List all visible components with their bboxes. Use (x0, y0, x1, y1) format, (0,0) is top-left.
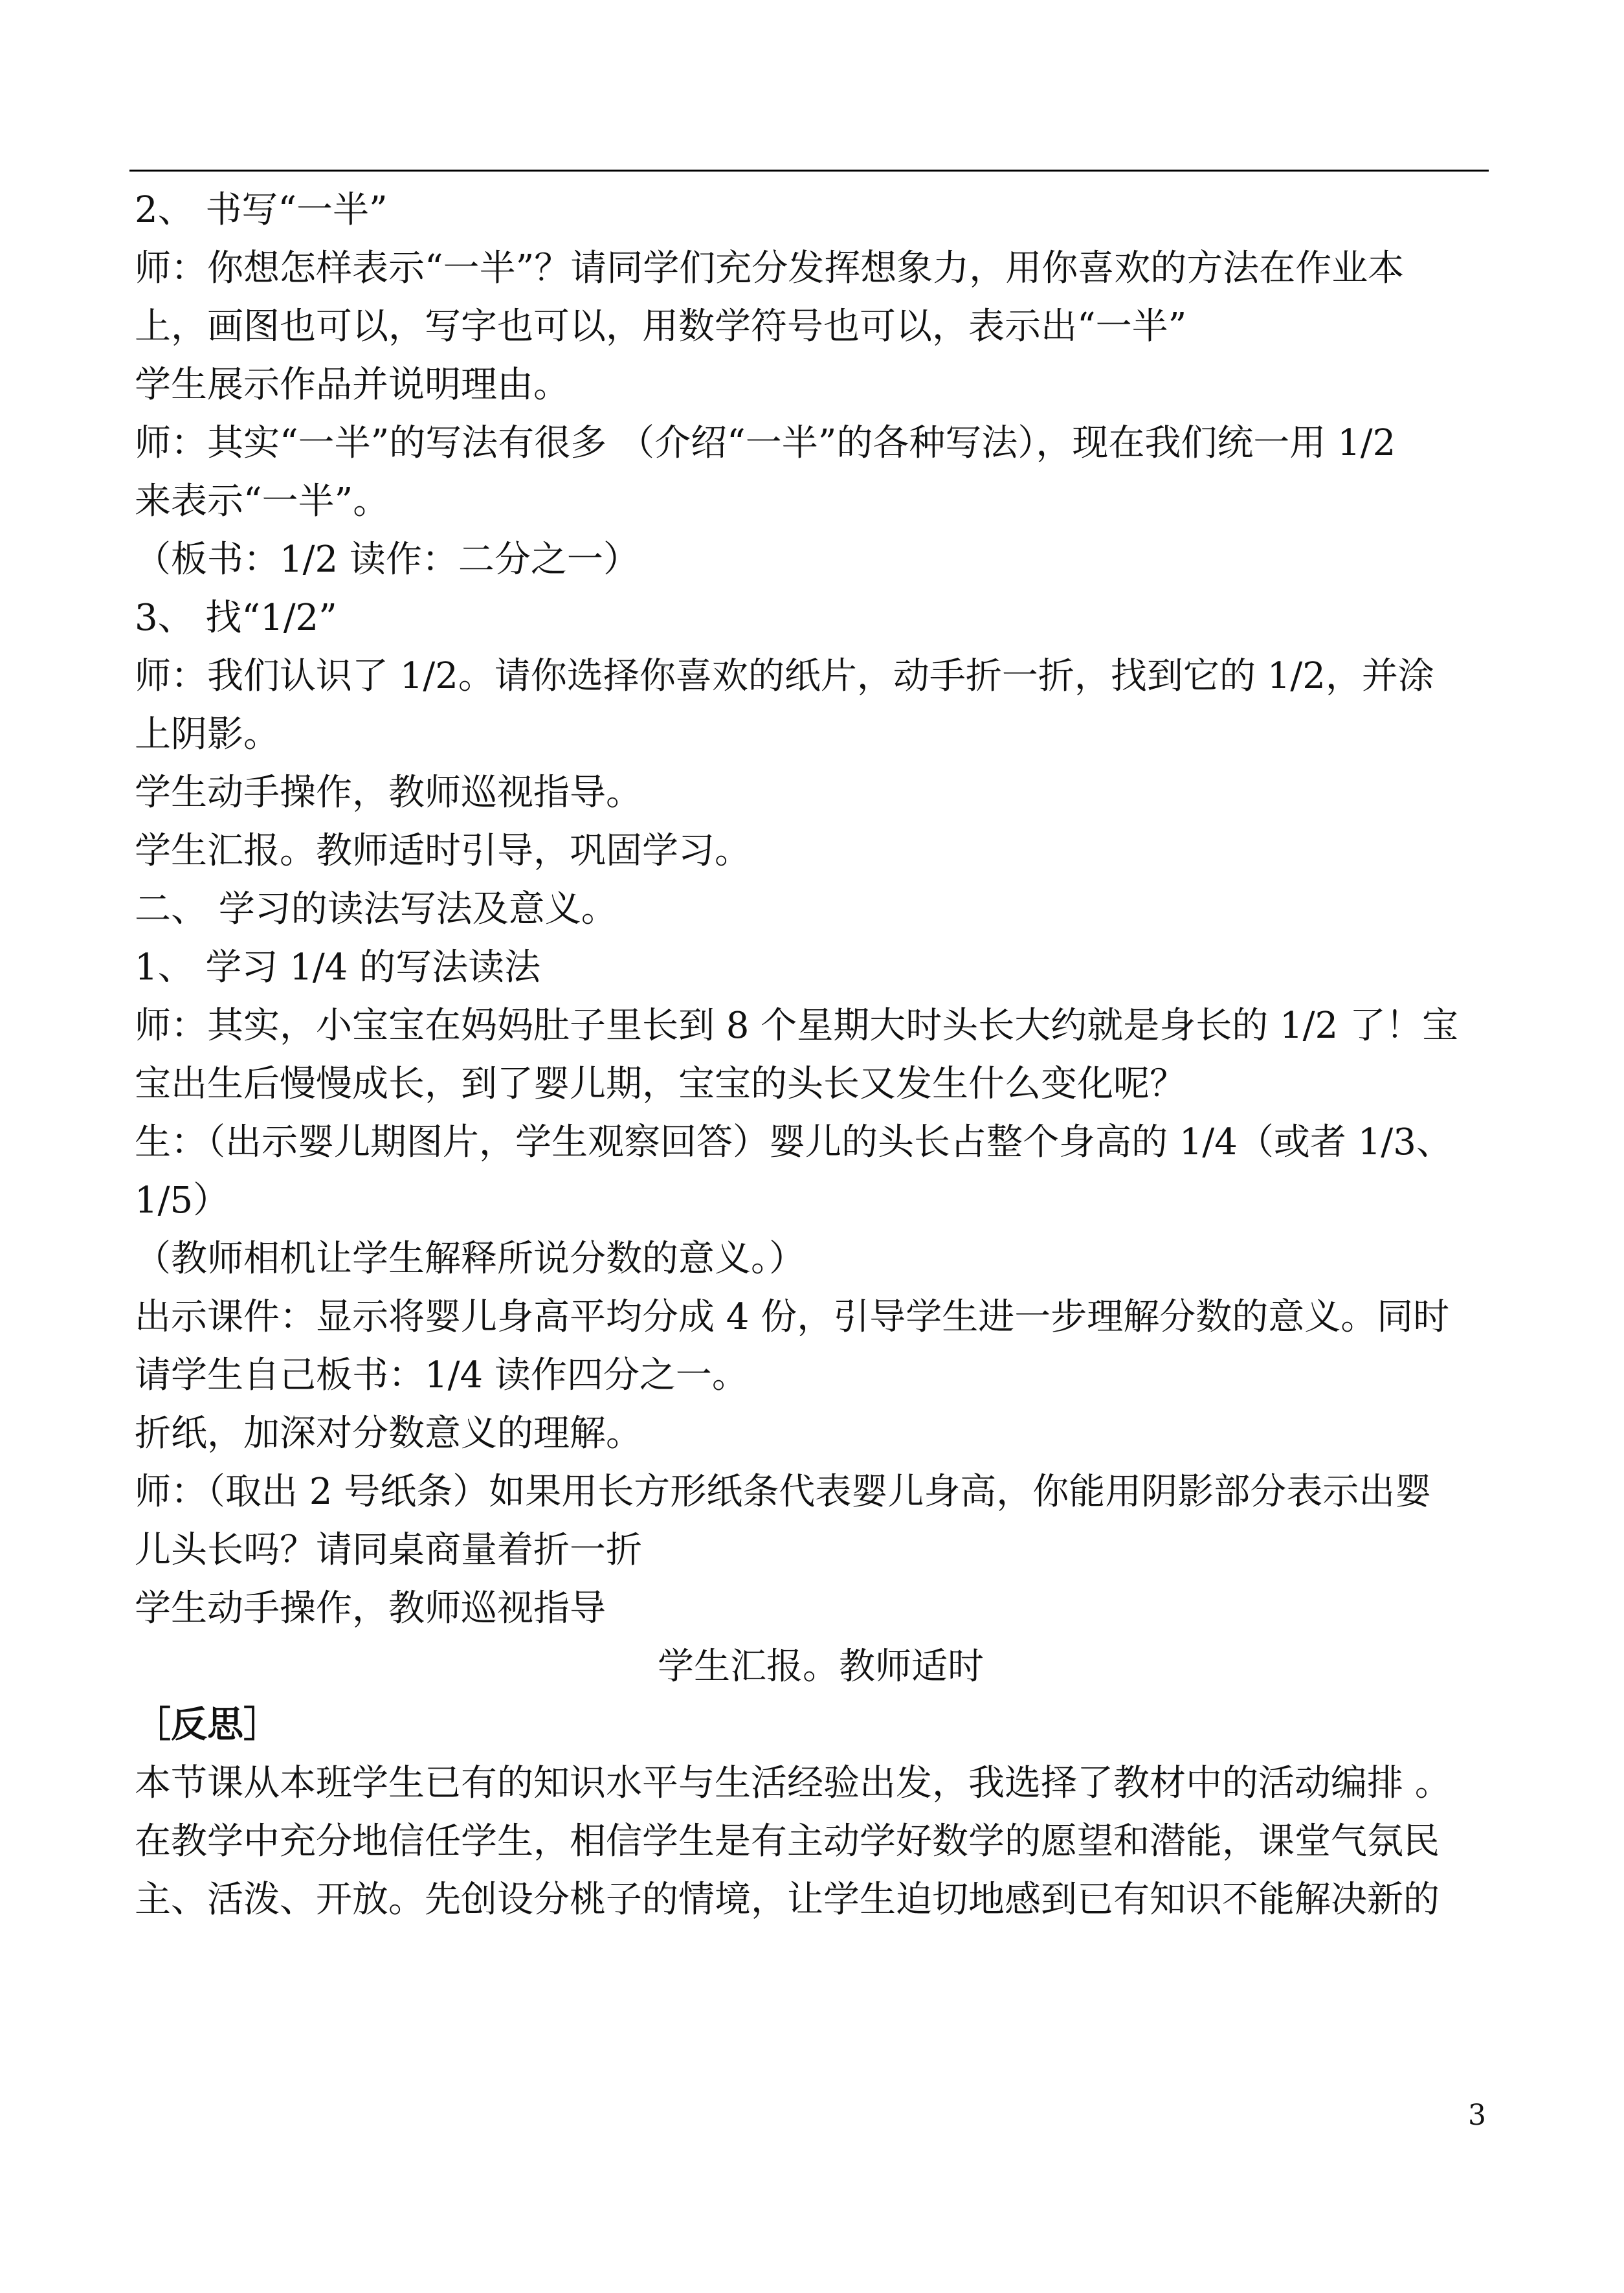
document-body (135, 181, 1507, 1929)
paragraph-line: 1/5） (135, 1180, 230, 1222)
paragraph-line: （板书：1/2 读作：二分之一） (135, 539, 640, 581)
paragraph-line: 师：（取出 2 号纸条）如果用长方形纸条代表婴儿身高，你能用阴影部分表示出婴 (135, 1471, 1432, 1513)
reflection-line: 主、活泼、开放。先创设分桃子的情境，让学生迫切地感到已有知识不能解决新的 (135, 1879, 1440, 1921)
page-number: 3 (1468, 2099, 1486, 2132)
paragraph-line: 出示课件：显示将婴儿身高平均分成 4 份，引导学生进一步理解分数的意义。同时 (135, 1296, 1450, 1338)
paragraph-line: 学生动手操作，教师巡视指导 (135, 1587, 606, 1629)
section-heading-reading-writing: 二、 学习的读法写法及意义。 (135, 888, 617, 930)
paragraph-line: 生：（出示婴儿期图片，学生观察回答）婴儿的头长占整个身高的 1/4（或者 1/3、 (135, 1121, 1452, 1163)
paragraph-line: 上阴影。 (135, 713, 280, 755)
paragraph-line: 师：我们认识了 1/2。请你选择你喜欢的纸片，动手折一折，找到它的 1/2，并涂 (135, 655, 1434, 697)
reflection-line: 本节课从本班学生已有的知识水平与生活经验出发，我选择了教材中的活动编排 。 (135, 1762, 1451, 1804)
centered-line: 学生汇报。教师适时 (658, 1646, 984, 1688)
paragraph-line: 学生汇报。教师适时引导，巩固学习。 (135, 830, 751, 872)
paragraph-line: 来表示“一半”。 (135, 480, 390, 522)
paragraph-line: 学生动手操作，教师巡视指导。 (135, 772, 642, 814)
section-heading-write-half: 2、 书写“一半” (135, 189, 388, 231)
section-heading-find-half: 3、 找“1/2” (135, 597, 337, 639)
paragraph-line: （教师相机让学生解释所说分数的意义。） (135, 1238, 805, 1280)
paragraph-line: 折纸，加深对分数意义的理解。 (135, 1413, 642, 1455)
paragraph-line: 宝出生后慢慢成长，到了婴儿期，宝宝的头长又发生什么变化呢？ (135, 1063, 1186, 1105)
section-heading-learn-quarter: 1、 学习 1/4 的写法读法 (135, 946, 541, 989)
paragraph-line: 学生展示作品并说明理由。 (135, 364, 570, 406)
reflection-heading: ［反思］ (135, 1704, 280, 1746)
header-rule (129, 170, 1489, 172)
paragraph-line: 师：其实“一半”的写法有很多 （介绍“一半”的各种写法），现在我们统一用 1/2 (135, 422, 1396, 464)
paragraph-line: 师：你想怎样表示“一半”？请同学们充分发挥想象力，用你喜欢的方法在作业本 (135, 247, 1405, 289)
paragraph-line: 请学生自己板书：1/4 读作四分之一。 (135, 1354, 748, 1396)
paragraph-line: 师：其实，小宝宝在妈妈肚子里长到 8 个星期大时头长大约就是身长的 1/2 了！宝 (135, 1005, 1458, 1047)
reflection-line: 在教学中充分地信任学生，相信学生是有主动学好数学的愿望和潜能，课堂气氛民 (135, 1820, 1440, 1862)
paragraph-line: 儿头长吗？请同桌商量着折一折 (135, 1529, 642, 1571)
paragraph-line: 上，画图也可以，写字也可以，用数学符号也可以，表示出“一半” (135, 306, 1187, 348)
